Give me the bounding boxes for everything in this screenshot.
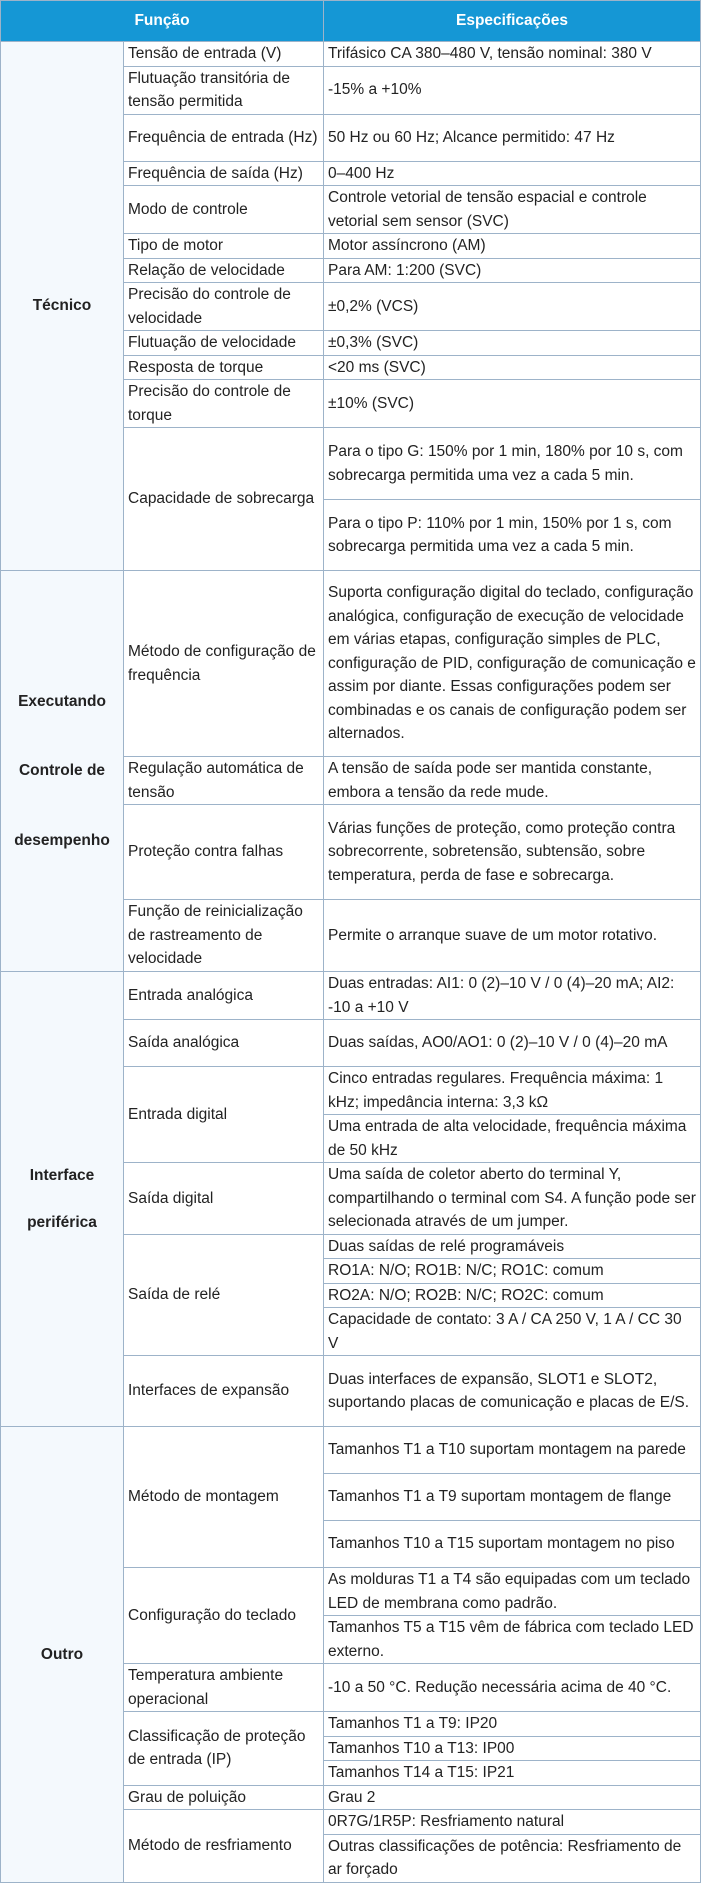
- specification-value: Várias funções de proteção, como proteção contra sobrecorrente, sobretensão, subtensão, sobre temperatura, perda de fase e sobrecarga.: [324, 805, 701, 900]
- specification-value: Trifásico CA 380–480 V, tensão nominal: 380 V: [324, 42, 701, 67]
- specification-value: RO1A: N/O; RO1B: N/C; RO1C: comum: [324, 1259, 701, 1284]
- category-label: desempenho: [14, 831, 110, 849]
- feature-label: Relação de velocidade: [124, 258, 324, 283]
- feature-label: Tensão de entrada (V): [124, 42, 324, 67]
- feature-label: Capacidade de sobrecarga: [124, 428, 324, 571]
- specification-value: ±10% (SVC): [324, 380, 701, 428]
- table-row: [1, 571, 701, 757]
- specification-value: Para o tipo P: 110% por 1 min, 150% por 1 s, com sobrecarga permitida uma vez a cada 5 min.: [324, 500, 701, 571]
- specification-value: Cinco entradas regulares. Frequência máxima: 1 kHz; impedância interna: 3,3 kΩ: [324, 1067, 701, 1115]
- specification-value: Outras classificações de potência: Resfriamento de ar forçado: [324, 1834, 701, 1882]
- specification-value: Para AM: 1:200 (SVC): [324, 258, 701, 283]
- feature-label: Interfaces de expansão: [124, 1356, 324, 1427]
- category-label: Executando: [18, 692, 106, 710]
- feature-label: Flutuação de velocidade: [124, 331, 324, 356]
- feature-label: Método de configuração de frequência: [124, 571, 324, 757]
- specification-value: Controle vetorial de tensão espacial e controle vetorial sem sensor (SVC): [324, 186, 701, 234]
- category-line-gap: [3, 713, 121, 759]
- specification-value: Tamanhos T1 a T9 suportam montagem de flange: [324, 1474, 701, 1521]
- feature-label: Frequência de entrada (Hz): [124, 114, 324, 161]
- specification-value: ±0,3% (SVC): [324, 331, 701, 356]
- category-cell: [1, 42, 124, 571]
- feature-label: Função de reinicialização de rastreamento de velocidade: [124, 900, 324, 972]
- specification-value: -15% a +10%: [324, 66, 701, 114]
- category-cell: [1, 1427, 124, 1883]
- feature-label: Modo de controle: [124, 186, 324, 234]
- feature-label: Frequência de saída (Hz): [124, 161, 324, 186]
- specification-value: Uma entrada de alta velocidade, frequência máxima de 50 kHz: [324, 1115, 701, 1163]
- specification-value: 0–400 Hz: [324, 161, 701, 186]
- feature-label: Saída de relé: [124, 1234, 324, 1356]
- feature-label: Classificação de proteção de entrada (IP): [124, 1712, 324, 1786]
- specification-value: Suporta configuração digital do teclado, configuração analógica, configuração de execução de velocidade em várias etapas, configuração simples de PLC, configuração de PID, configuração de comunicação e assim por diante. Essas configurações podem ser combinadas e os canais de configuração podem ser alternados.: [324, 571, 701, 757]
- category-cell: [1, 972, 124, 1427]
- category-label: Técnico: [32, 297, 92, 315]
- specification-value: A tensão de saída pode ser mantida constante, embora a tensão da rede mude.: [324, 757, 701, 805]
- specification-value: Tamanhos T1 a T10 suportam montagem na parede: [324, 1427, 701, 1474]
- table-row: [1, 1427, 701, 1474]
- feature-label: Temperatura ambiente operacional: [124, 1664, 324, 1712]
- feature-label: Tipo de motor: [124, 234, 324, 259]
- specification-value: Tamanhos T10 a T15 suportam montagem no piso: [324, 1521, 701, 1568]
- specification-value: RO2A: N/O; RO2B: N/C; RO2C: comum: [324, 1283, 701, 1308]
- feature-label: Grau de poluição: [124, 1785, 324, 1810]
- specifications-column-header: Especificações: [324, 1, 701, 42]
- specification-value: Tamanhos T5 a T15 vêm de fábrica com teclado LED externo.: [324, 1616, 701, 1664]
- specification-value: 50 Hz ou 60 Hz; Alcance permitido: 47 Hz: [324, 114, 701, 161]
- feature-label: Método de montagem: [124, 1427, 324, 1568]
- specification-value: Tamanhos T14 a T15: IP21: [324, 1761, 701, 1786]
- specification-value: -10 a 50 °C. Redução necessária acima de 40 °C.: [324, 1664, 701, 1712]
- specification-value: Tamanhos T10 a T13: IP00: [324, 1736, 701, 1761]
- specification-value: Duas interfaces de expansão, SLOT1 e SLOT2, suportando placas de comunicação e placas de E/S.: [324, 1356, 701, 1427]
- specification-value: Grau 2: [324, 1785, 701, 1810]
- table-row: [1, 42, 701, 67]
- specification-value: As molduras T1 a T4 são equipadas com um teclado LED de membrana como padrão.: [324, 1568, 701, 1616]
- feature-label: Flutuação transitória de tensão permitida: [124, 66, 324, 114]
- feature-label: Regulação automática de tensão: [124, 757, 324, 805]
- feature-label: Precisão do controle de velocidade: [124, 283, 324, 331]
- specification-value: 0R7G/1R5P: Resfriamento natural: [324, 1810, 701, 1835]
- table-row: [1, 972, 701, 1020]
- category-label: Interface: [29, 1167, 95, 1184]
- table-header: [1, 1, 701, 42]
- specification-value: Para o tipo G: 150% por 1 min, 180% por 10 s, com sobrecarga permitida uma vez a cada 5 min.: [324, 428, 701, 500]
- specification-value: Motor assíncrono (AM): [324, 234, 701, 259]
- specification-value: Duas entradas: AI1: 0 (2)–10 V / 0 (4)–20 mA; AI2: -10 a +10 V: [324, 972, 701, 1020]
- feature-label: Saída analógica: [124, 1020, 324, 1067]
- feature-label: Entrada analógica: [124, 972, 324, 1020]
- specification-value: Duas saídas, AO0/AO1: 0 (2)–10 V / 0 (4)–20 mA: [324, 1020, 701, 1067]
- specification-value: Tamanhos T1 a T9: IP20: [324, 1712, 701, 1737]
- category-cell: [1, 571, 124, 972]
- category-line-gap: [3, 783, 121, 829]
- feature-label: Saída digital: [124, 1163, 324, 1235]
- specification-value: Uma saída de coletor aberto do terminal Y, compartilhando o terminal com S4. A função pode ser selecionada através de um jumper.: [324, 1163, 701, 1235]
- specification-value: Permite o arranque suave de um motor rotativo.: [324, 900, 701, 972]
- category-line-gap: [3, 1188, 121, 1211]
- specification-value: Duas saídas de relé programáveis: [324, 1234, 701, 1259]
- category-label: Controle de: [18, 762, 106, 780]
- header-row: [1, 1, 701, 42]
- function-column-header: Função: [1, 1, 324, 42]
- feature-label: Método de resfriamento: [124, 1810, 324, 1883]
- feature-label: Entrada digital: [124, 1067, 324, 1163]
- specification-value: <20 ms (SVC): [324, 355, 701, 380]
- table-body: [1, 42, 701, 1883]
- feature-label: Configuração do teclado: [124, 1568, 324, 1664]
- feature-label: Resposta de torque: [124, 355, 324, 380]
- category-label: periférica: [27, 1213, 97, 1231]
- category-label: Outro: [40, 1645, 84, 1663]
- specification-value: Capacidade de contato: 3 A / CA 250 V, 1 A / CC 30 V: [324, 1308, 701, 1356]
- feature-label: Proteção contra falhas: [124, 805, 324, 900]
- feature-label: Precisão do controle de torque: [124, 380, 324, 428]
- specification-value: ±0,2% (VCS): [324, 283, 701, 331]
